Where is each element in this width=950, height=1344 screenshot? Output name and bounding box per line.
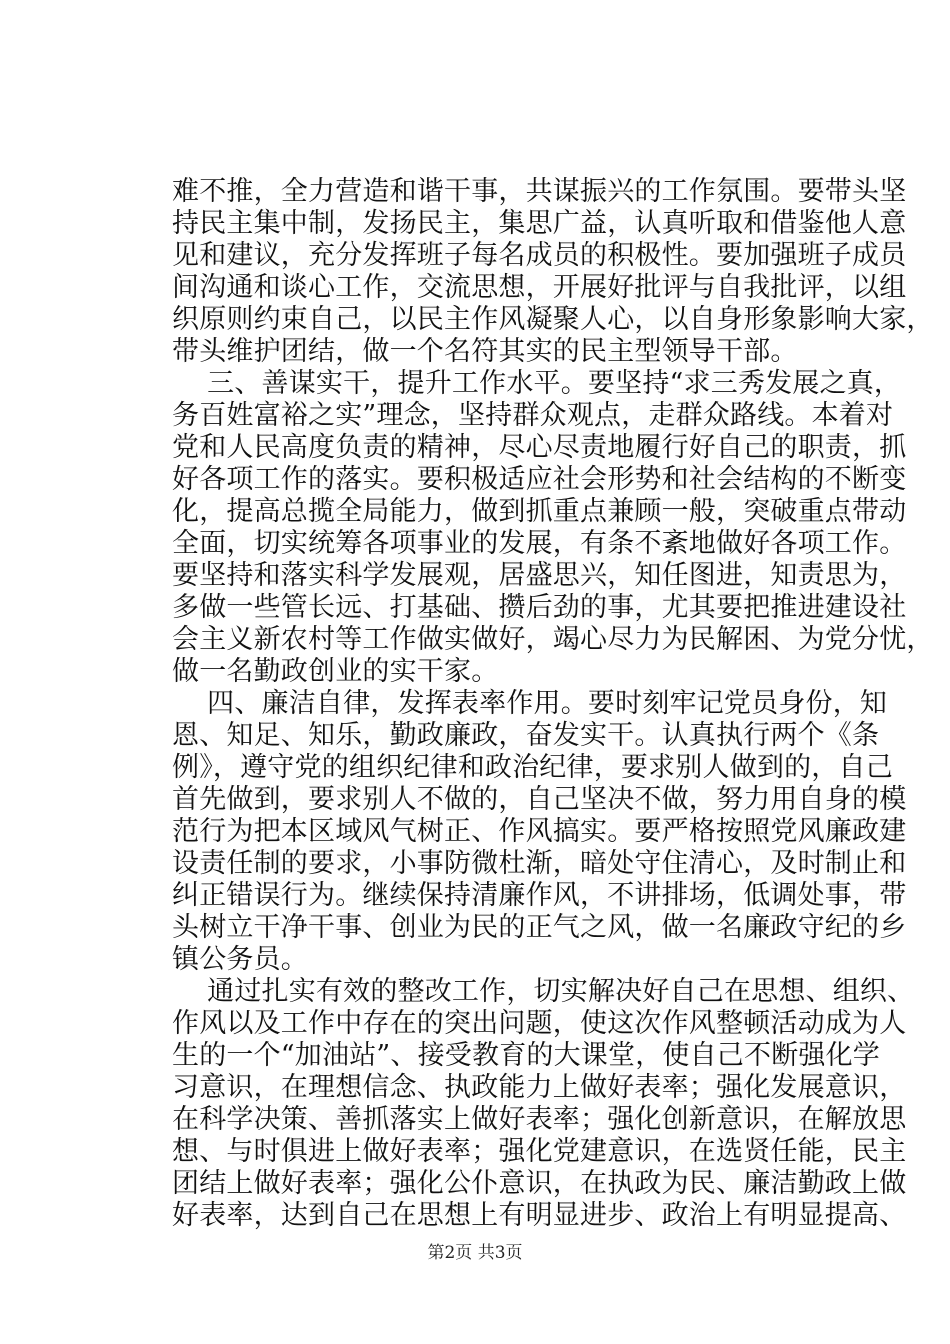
text-line: 间沟通和谈心工作，交流思想，开展好批评与自我批评，以组: [172, 272, 907, 303]
document-body: [172, 176, 934, 1232]
text-line: 会主义新农村等工作做实做好，竭心尽力为民解困、为党分忧，: [172, 624, 934, 655]
text-line: 多做一些管长远、打基础、攒后劲的事，尤其要把推进建设社: [172, 592, 907, 623]
text-line: 设责任制的要求，小事防微杜渐，暗处守住清心，及时制止和: [172, 848, 907, 879]
page-footer: [0, 1243, 950, 1263]
text-line: 持民主集中制，发扬民主，集思广益，认真听取和借鉴他人意: [172, 208, 907, 239]
text-line: 带头维护团结，做一个名符其实的民主型领导干部。: [172, 336, 798, 367]
text-line: 首先做到，要求别人不做的，自己坚决不做，努力用自身的模: [172, 784, 907, 815]
text-line: 作风以及工作中存在的突出问题，使这次作风整顿活动成为人: [172, 1008, 907, 1039]
text-line: 化，提高总揽全局能力，做到抓重点兼顾一般，突破重点带动: [172, 496, 907, 527]
text-line: 四、廉洁自律，发挥表率作用。要时刻牢记党员身份，知: [172, 688, 888, 719]
text-line: 好各项工作的落实。要积极适应社会形势和社会结构的不断变: [172, 464, 907, 495]
page-number: 第2页 共3页: [427, 1243, 523, 1263]
text-line: 党和人民高度负责的精神，尽心尽责地履行好自己的职责，抓: [172, 432, 907, 463]
text-line: 范行为把本区域风气树正、作风搞实。要严格按照党风廉政建: [172, 816, 907, 847]
text-line: 习意识，在理想信念、执政能力上做好表率；强化发展意识，: [172, 1072, 907, 1103]
text-line: 想、与时俱进上做好表率；强化党建意识，在选贤任能，民主: [172, 1136, 907, 1167]
text-line: 务百姓富裕之实”理念，坚持群众观点，走群众路线。本着对: [172, 400, 894, 431]
text-line: 镇公务员。: [172, 944, 308, 975]
text-line: 团结上做好表率；强化公仆意识，在执政为民、廉洁勤政上做: [172, 1168, 907, 1199]
text-line: 在科学决策、善抓落实上做好表率；强化创新意识，在解放思: [172, 1104, 907, 1135]
text-line: 恩、知足、知乐，勤政廉政，奋发实干。认真执行两个《条: [172, 720, 880, 751]
text-line: 三、善谋实干，提升工作水平。要坚持“求三秀发展之真，: [172, 368, 902, 399]
text-line: 头树立干净干事、创业为民的正气之风，做一名廉政守纪的乡: [172, 912, 907, 943]
text-line: 做一名勤政创业的实干家。: [172, 656, 499, 687]
text-line: 例》，遵守党的组织纪律和政治纪律，要求别人做到的，自己: [172, 752, 893, 783]
text-line: 生的一个“加油站”、接受教育的大课堂，使自己不断强化学: [172, 1040, 881, 1071]
text-line: 难不推，全力营造和谐干事，共谋振兴的工作氛围。要带头坚: [172, 176, 907, 207]
text-line: 要坚持和落实科学发展观，居盛思兴，知任图进，知责思为，: [172, 560, 907, 591]
text-line: 通过扎实有效的整改工作，切实解决好自己在思想、组织、: [172, 976, 915, 1007]
text-line: 好表率，达到自己在思想上有明显进步、政治上有明显提高、: [172, 1200, 907, 1231]
text-line: 织原则约束自己，以民主作风凝聚人心，以自身形象影响大家，: [172, 304, 934, 335]
text-line: 见和建议，充分发挥班子每名成员的积极性。要加强班子成员: [172, 240, 907, 271]
text-line: 全面，切实统筹各项事业的发展，有条不紊地做好各项工作。: [172, 528, 907, 559]
text-line: 纠正错误行为。继续保持清廉作风，不讲排场，低调处事，带: [172, 880, 907, 911]
